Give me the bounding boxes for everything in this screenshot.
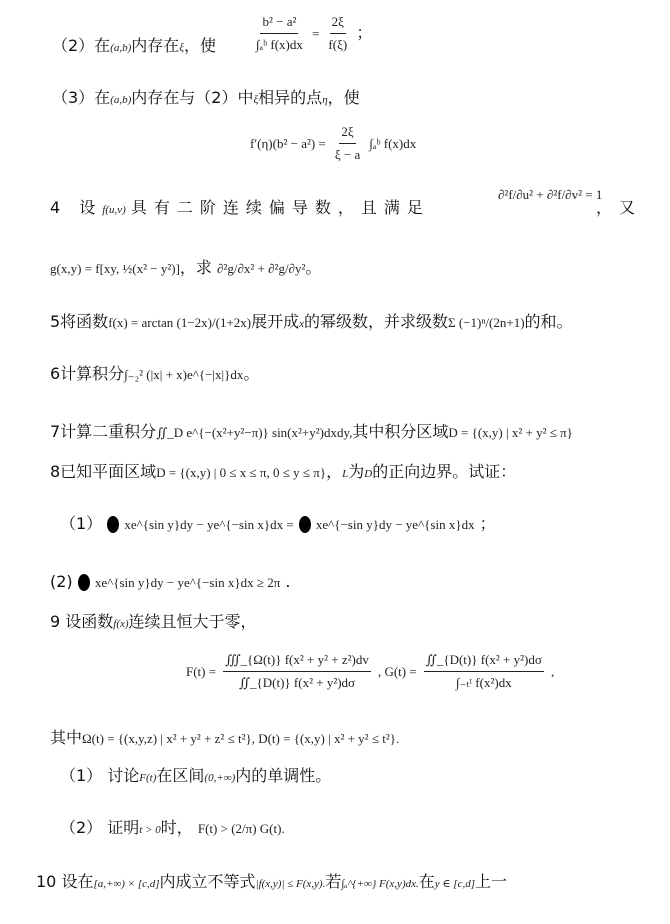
contour-integral-icon (299, 516, 311, 533)
question-7: 7计算二重积分∬_D e^{−(x²+y²−π)} sin(x²+y²)dxdy,其中积分区域D = {(x,y) | x² + y² ≤ π} (50, 422, 573, 441)
question-8-part1: （1） xe^{sin y}dy − ye^{−sin x}dx = xe^{−sin y}dy − ye^{sin x}dx ； (60, 514, 496, 533)
item-3: （3）在(a,b)内存在与（2）中ξ相异的点η，使 (52, 88, 360, 107)
question-5: 5将函数f(x) = arctan (1−2x)/(1+2x)展开成x的幂级数，并求级数Σ (−1)ⁿ/(2n+1)的和。 (50, 312, 573, 331)
pde-1: ∂²f/∂u² + ∂²f/∂v² = 1 (498, 187, 603, 202)
question-4-line2: g(x,y) = f[xy, ½(x² − y²)]，求 ∂²g/∂x² + ∂²g/∂y²。 (50, 258, 322, 277)
question-6: 6计算积分∫₋₂² (|x| + x)e^{−|x|}dx。 (50, 364, 260, 383)
fraction: $\frac{\text{∭\_\{Ω(t)\} f(x² + y² + z²)dv}}{\text{∬\_\{D(t)\} f(x² + y²)dσ}}$ (225, 652, 369, 690)
question-4: 4 设f(u,v) 具有二阶连续偏导数，且满足 (50, 198, 430, 217)
question-10: 10 设在[a,+∞) × [c,d]内成立不等式|f(x,y)| ≤ F(x,y).若∫ₐ^{+∞} F(x,y)dx.在y ∈ [c,d]上一 (36, 872, 507, 891)
question-9: 9 设函数f(x)连续且恒大于零， (50, 612, 257, 631)
q4-tail: ，又 (596, 198, 643, 217)
fraction: $\frac{\text{∬\_\{D(t)\} f(x² + y²)dσ}}{\text{∫₋ₜᵗ f(x²)dx}}$ (425, 652, 542, 690)
question-8: 8已知平面区域D = {(x,y) | 0 ≤ x ≤ π, 0 ≤ y ≤ π}，L为D的正向边界。试证： (50, 462, 517, 481)
contour-integral-icon (107, 516, 119, 533)
question-9-part1: （1） 讨论F(t)在区间(0,+∞)内的单调性。 (60, 766, 332, 785)
question-9-part2: （2） 证明t > 0时， F(t) > (2/π) G(t). (60, 818, 285, 837)
fraction: $\frac{2\xi}{f(\xi)}$ (328, 14, 348, 52)
formula-3: f′(η)(b² − a²) = $\frac{2\xi}{\xi - a}$ ∫ₐᵇ f(x)dx (250, 122, 416, 165)
contour-integral-icon (78, 574, 90, 591)
formula-9: F(t) = $\frac{\text{∭\_\{Ω(t)\} f(x² + y² + z²)dv}}{\text{∬\_\{D(t)\} f(x² + y²)dσ}}$ , G(t) = $\frac{\text{∬\_\{D(t)\} f(x² + y²)dσ}}{\text{∫₋ₜᵗ f(x²)dx}}$ , (186, 650, 554, 693)
formula-2: $\frac{\text{b² − a²}}{\text{∫ₐᵇ f(x)dx}}$ = $\frac{2\xi}{f(\xi)}$ ； (252, 12, 372, 55)
fraction: $\frac{2\xi}{\xi - a}$ (334, 124, 361, 162)
question-8-part2: (2) xe^{sin y}dy − ye^{−sin x}dx ≥ 2π . (50, 572, 291, 591)
question-9-where: 其中Ω(t) = {(x,y,z) | x² + y² + z² ≤ t²}, D(t) = {(x,y) | x² + y² ≤ t²}. (50, 728, 400, 747)
fraction: $\frac{\text{b² − a²}}{\text{∫ₐᵇ f(x)dx}}$ (256, 14, 303, 52)
item-2: （2）在(a,b)内存在ξ，使 (52, 36, 217, 55)
